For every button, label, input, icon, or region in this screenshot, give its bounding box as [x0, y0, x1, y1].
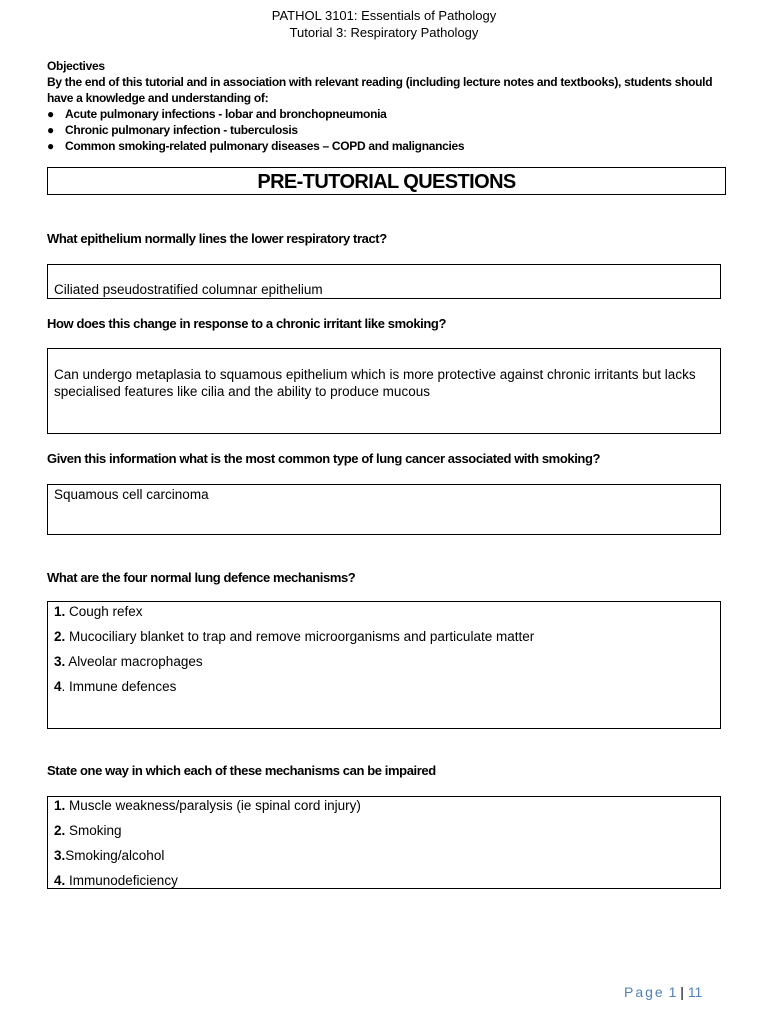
list-item: 3.Smoking/alcohol: [54, 848, 165, 863]
objectives-list: [47, 106, 727, 154]
bullet-icon: ●: [47, 107, 54, 121]
list-item: 3. Alveolar macrophages: [54, 654, 203, 669]
page-separator: |: [680, 984, 684, 1000]
list-item: 4. Immune defences: [54, 679, 177, 694]
question-5: State one way in which each of these mechanisms can be impaired: [47, 763, 436, 778]
page-label: Page: [624, 984, 665, 1000]
tutorial-title: Tutorial 3: Respiratory Pathology: [289, 25, 479, 40]
answer-box-2[interactable]: [47, 348, 721, 434]
page-footer: [624, 984, 702, 1000]
bullet-icon: ●: [47, 139, 54, 153]
answer-box-1[interactable]: [47, 264, 721, 299]
objective-item: [47, 122, 727, 138]
list-item: 1. Muscle weakness/paralysis (ie spinal cord injury): [54, 798, 361, 813]
objective-item: [47, 138, 727, 154]
objectives-intro: By the end of this tutorial and in association with relevant reading (including lecture notes and textbooks), students should have a knowledge and understanding of:: [47, 75, 713, 105]
objectives-section: [47, 58, 727, 154]
course-title: PATHOL 3101: Essentials of Pathology: [271, 8, 497, 23]
question-4: What are the four normal lung defence mechanisms?: [47, 570, 356, 585]
answer-box-5[interactable]: [47, 796, 721, 889]
answer-text-1: Ciliated pseudostratified columnar epithelium: [54, 282, 323, 297]
question-2: How does this change in response to a chronic irritant like smoking?: [47, 316, 446, 331]
objective-text: Acute pulmonary infections - lobar and bronchopneumonia: [65, 107, 387, 121]
list-item: 2. Smoking: [54, 823, 122, 838]
section-banner: PRE-TUTORIAL QUESTIONS: [47, 167, 726, 195]
answer-box-4[interactable]: [47, 601, 721, 729]
answer-text-2: Can undergo metaplasia to squamous epithelium which is more protective against chronic irritants but lacks specialised features like cilia and the ability to produce mucous: [54, 367, 696, 399]
list-item: 2. Mucociliary blanket to trap and remove microorganisms and particulate matter: [54, 629, 535, 644]
list-item: 4. Immunodeficiency: [54, 873, 178, 888]
list-item: 1. Cough refex: [54, 604, 143, 619]
page-total: 11: [687, 984, 703, 1000]
answer-box-3[interactable]: [47, 484, 721, 535]
question-1: What epithelium normally lines the lower respiratory tract?: [47, 231, 387, 246]
objective-text: Chronic pulmonary infection - tuberculosis: [65, 123, 298, 137]
objective-item: [47, 106, 727, 122]
page-current: 1: [668, 984, 677, 1000]
question-3: Given this information what is the most common type of lung cancer associated with smoking?: [47, 451, 601, 466]
bullet-icon: ●: [47, 123, 54, 137]
objectives-heading: Objectives: [47, 59, 105, 73]
objective-text: Common smoking-related pulmonary diseases – COPD and malignancies: [65, 139, 465, 153]
answer-text-3: Squamous cell carcinoma: [54, 487, 209, 502]
